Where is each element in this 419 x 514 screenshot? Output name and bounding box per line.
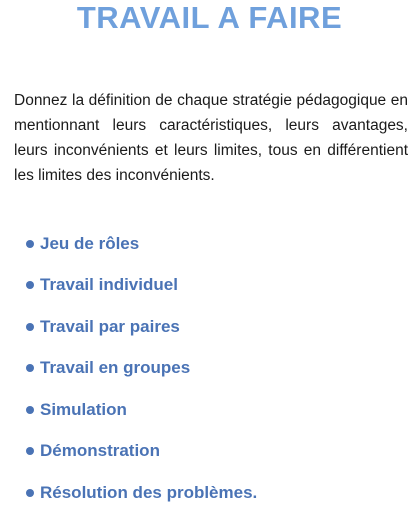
bullet-icon (26, 323, 34, 331)
list-item-label: Démonstration (40, 441, 160, 461)
list-item (26, 306, 411, 348)
list-item-label: Jeu de rôles (40, 233, 140, 253)
list-item-label: Travail par paires (40, 316, 180, 336)
list-item-label: Travail individuel (40, 275, 178, 295)
bullet-icon (26, 489, 34, 497)
bullet-icon (26, 447, 34, 455)
list-item (26, 472, 411, 514)
list-item-label: Travail en groupes (40, 358, 191, 378)
list-item (26, 265, 411, 307)
instructions-paragraph: Donnez la définition de chaque stratégie pédagogique en mentionnant leurs caractéristiques, leurs avantages, leurs inconvénients et leurs limites, tous en différentient les limites des inconvénients. (14, 92, 408, 184)
strategy-list (26, 223, 411, 514)
bullet-icon (26, 364, 34, 372)
bullet-icon (26, 240, 34, 248)
list-item (26, 223, 411, 265)
list-item (26, 431, 411, 473)
list-item-label: Simulation (40, 399, 127, 419)
list-item-label: Résolution des problèmes. (40, 482, 258, 502)
bullet-icon (26, 281, 34, 289)
list-item (26, 389, 411, 431)
page-title: TRAVAIL A FAIRE (76, 0, 343, 35)
list-item (26, 348, 411, 390)
bullet-icon (26, 406, 34, 414)
